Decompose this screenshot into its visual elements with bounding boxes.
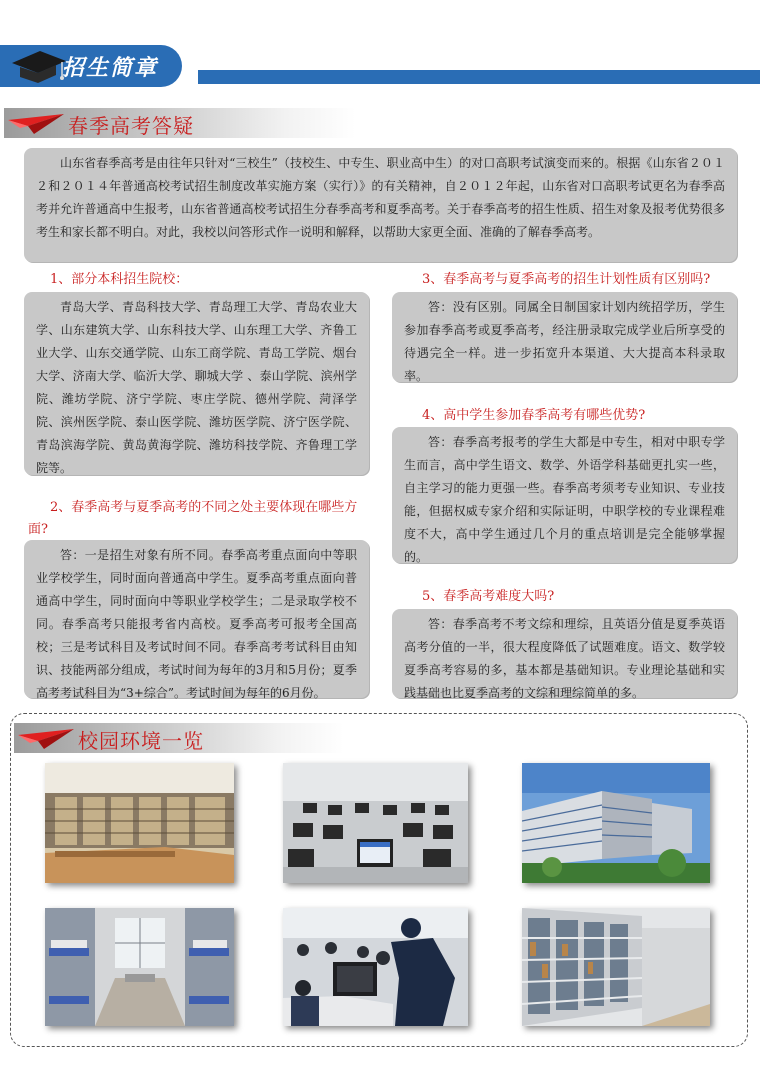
- graduation-cap-icon: [10, 49, 68, 85]
- intro-box: 山东省春季高考是由往年只针对“三校生”（技校生、中专生、职业高中生）的对口高职考试演变而来的。根据《山东省２０１２和２０１４年普通高校考试招生制度改革实施方案（实行）》的有关精神，自２０１２年起，山东省对口高职考试更名为春季高考并允许普通高中生报考，山东省普通高校考试招生分春季高考和夏季高考。关于春季高考的招生性质、招生对象及报考优势很多考生和家长都不明白。对此，我校以问答形式作一说明和解释，以帮助大家更全面、准确的了解春季高考。: [24, 148, 737, 262]
- answer-4: 答：春季高考报考的学生大都是中专生，相对中职专学生而言，高中学生语文、数学、外语学科基础更扎实一些，自主学习的能力更强一些。春季高考须考专业知识、专业技能，但据权威专家介绍和实际证明，中职学校的专业课程难度不大，高中学生通过几个月的重点培训是完全能够掌握的。: [392, 427, 737, 563]
- brand-title: 招生简章: [62, 55, 159, 81]
- header-bar: [198, 70, 760, 84]
- question-3: 3、春季高考与夏季高考的招生计划性质有区别吗?: [422, 272, 711, 287]
- section-title: 校园环境一览: [78, 729, 204, 753]
- answer-2: 答：一是招生对象有所不同。春季高考重点面向中等职业学校学生，同时面向普通高中学生。夏季高考重点面向普通高中学生，同时面向中等职业学校学生；二是录取学校不同。春季高考只能报考省内高校。夏季高考可报考全国高校；三是考试科目及考试时间不同。春季高考考试科目由知识、技能两部分组成，考试时间为每年的3月和5月份；夏季高考考试科目为“3+综合”。考试时间为每年的6月份。: [24, 540, 369, 698]
- section-header-campus: [14, 723, 344, 753]
- bookshelves-photo: [522, 908, 710, 1026]
- campus-buildings-photo: [522, 763, 710, 883]
- dormitory-photo: [45, 908, 234, 1026]
- question-4: 4、高中学生参加春季高考有哪些优势?: [422, 408, 646, 423]
- answer-3: 答：没有区别。同属全日制国家计划内统招学历，学生参加春季高考或夏季高考，经注册录取完成学业后所享受的待遇完全一样。进一步拓宽升本渠道、大大提高本科录取率。: [392, 292, 737, 382]
- question-5: 5、春季高考难度大吗?: [422, 589, 555, 604]
- answer-1: 青岛大学、青岛科技大学、青岛理工大学、青岛农业大学、山东建筑大学、山东科技大学、山东理工大学、齐鲁工业大学、山东交通学院、山东工商学院、青岛工学院、烟台大学、济南大学、临沂大学、聊城大学 、泰山学院、滨州学院、潍坊学院、济宁学院、枣庄学院、德州学院、菏泽学院、滨州医学院、泰山医学院、潍坊医学院、济宁医学院、青岛滨海学院、黄岛黄海学院、潍坊科技学院、齐鲁理工学院等。: [24, 292, 369, 475]
- paper-plane-icon: [18, 727, 74, 749]
- library-photo: [45, 763, 234, 883]
- header-tab: [0, 45, 182, 87]
- computer-lab-photo: [283, 763, 468, 883]
- paper-plane-icon: [8, 112, 64, 134]
- answer-5: 答：春季高考不考文综和理综，且英语分值是夏季英语高考分值的一半，很大程度降低了试题难度。语文、数学较夏季高考容易的多，基本都是基础知识。专业理论基础和实践基础也比夏季高考的文综和理综简单的多。: [392, 609, 737, 698]
- classroom-teaching-photo: [283, 908, 468, 1026]
- question-1: 1、部分本科招生院校：: [50, 272, 189, 287]
- section-header-qa: [4, 108, 356, 138]
- section-title: 春季高考答疑: [68, 114, 194, 138]
- question-2: 2、春季高考与夏季高考的不同之处主要体现在哪些方面?: [28, 500, 358, 537]
